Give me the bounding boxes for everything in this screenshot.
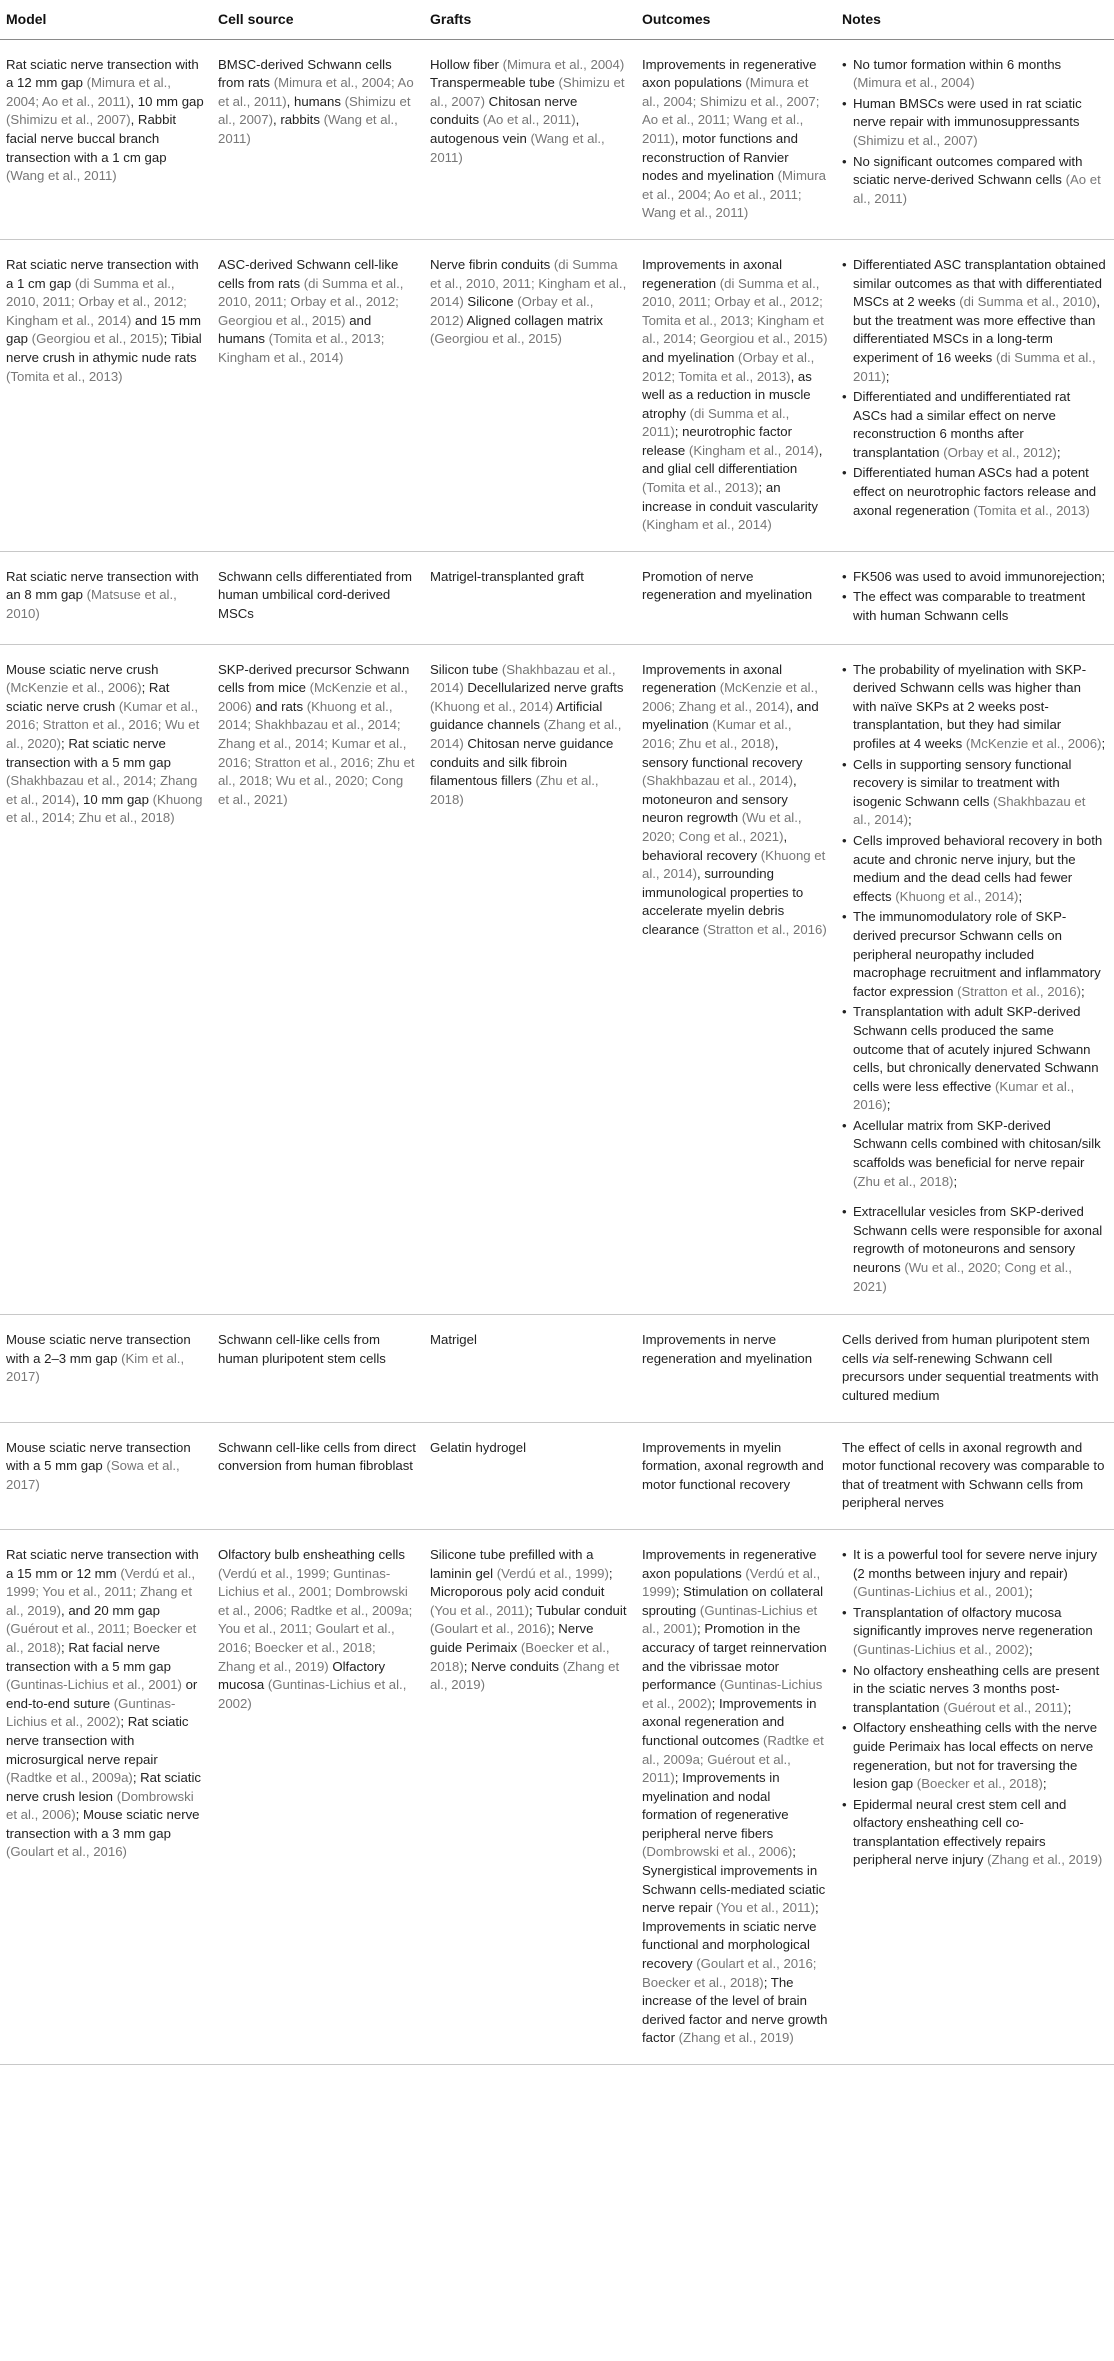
cell-text: ; — [885, 368, 890, 384]
cell-text: ; — [1018, 888, 1023, 904]
cell-text: , and glial cell differentiation — [642, 442, 823, 477]
grafts-cell — [424, 1422, 636, 1529]
citation: (Tomita et al., 2013) — [642, 480, 759, 496]
cell-text: and rats — [251, 698, 307, 714]
notes-list-item — [842, 56, 1106, 93]
cell-text: ; Improvements in sciatic nerve functional and morphological recovery — [642, 1900, 819, 1972]
model-cell — [0, 39, 212, 239]
citation: (Mimura et al., 2004; Shimizu et al., 2007; Ao et al., 2011; Wang et al., 2011) — [642, 75, 820, 146]
notes-list-item — [842, 464, 1106, 520]
cell-text: ; — [886, 1097, 891, 1113]
cell-text: Acellular matrix from SKP-derived Schwann cells combined with chitosan/silk scaffolds was beneficial for nerve repair — [853, 1117, 1101, 1171]
cell-source-cell — [212, 644, 424, 1315]
citation: (Wu et al., 2020; Cong et al., 2021) — [853, 1260, 1072, 1294]
citation: (Tomita et al., 2013) — [973, 502, 1090, 518]
citation: (Khuong et al., 2014) — [895, 888, 1019, 904]
cell-text: Chitosan nerve guidance conduits and silk fibroin filamentous fillers — [430, 736, 614, 789]
cell-text: It is a powerful tool for severe nerve injury (2 months between injury and repair) — [853, 1546, 1098, 1581]
citation: (Zhang et al., 2014) — [430, 717, 622, 751]
cell-text: Schwann cell-like cells from direct conversion from human fibroblast — [218, 1439, 416, 1474]
cell-text: Silicon tube — [430, 661, 502, 677]
model-cell — [0, 1422, 212, 1529]
citation: (Khuong et al., 2014) — [430, 698, 554, 714]
cell-source-cell — [212, 239, 424, 551]
cell-text: Silicone — [463, 294, 518, 310]
cell-text: Differentiated and undifferentiated rat ASCs had a similar effect on nerve reconstruction 6 months after transplantation — [853, 389, 1071, 460]
column-header-outcomes: Outcomes — [636, 0, 836, 39]
column-header-grafts: Grafts — [424, 0, 636, 39]
grafts-cell — [424, 1315, 636, 1422]
citation: (Guntinas-Lichius et al., 2001) — [853, 1584, 1029, 1600]
citation: (Verdú et al., 1999) — [496, 1565, 609, 1581]
notes-list-item — [842, 661, 1106, 754]
citation: (Kumar et al., 2016; Stratton et al., 2016; Wu et al., 2020) — [6, 698, 200, 751]
citation: (Wang et al., 2011) — [6, 168, 117, 184]
citation: (Shimizu et al., 2007) — [430, 75, 625, 109]
citation: (di Summa et al., 2010, 2011; Orbay et al., 2012; Georgiou et al., 2015) — [218, 275, 404, 328]
notes-list-item — [842, 1604, 1106, 1660]
cell-text: Improvements in myelin formation, axonal regrowth and motor functional recovery — [642, 1439, 824, 1492]
citation: (Orbay et al., 2012) — [943, 444, 1057, 460]
citation: (di Summa et al., 2010) — [959, 294, 1097, 310]
cell-text: , as well as a reduction in muscle atrophy — [642, 368, 812, 421]
citation: (Georgiou et al., 2015) — [31, 331, 164, 347]
cell-text: Nerve fibrin conduits — [430, 256, 554, 272]
notes-list — [842, 56, 1106, 209]
notes-list-item — [842, 1796, 1106, 1870]
cell-text: Differentiated ASC transplantation obtained similar outcomes as that with differentiated MSCs at 2 weeks — [853, 256, 1106, 310]
citation: (Ao et al., 2011) — [482, 112, 576, 128]
cell-text: Promotion of nerve regeneration and myelination — [642, 568, 813, 603]
citation: (You et al., 2011) — [430, 1602, 529, 1618]
table-row — [0, 1315, 1114, 1422]
citation: (Kumar et al., 2016) — [853, 1078, 1075, 1113]
table-row — [0, 1422, 1114, 1529]
outcomes-cell — [636, 644, 836, 1315]
cell-text: , and 20 mm gap — [61, 1602, 160, 1618]
citation: (Mimura et al., 2004) — [853, 75, 975, 91]
cell-text: Matrigel-transplanted graft — [430, 568, 584, 584]
cell-text: Olfactory mucosa — [218, 1658, 386, 1693]
cell-text: Mouse sciatic nerve transection with a 5 mm gap — [6, 1439, 191, 1474]
notes-list-item — [842, 256, 1106, 386]
cell-text: ; neurotrophic factor release — [642, 424, 793, 458]
citation: (Dombrowski et al., 2006) — [642, 1844, 793, 1860]
citation: (Mimura et al., 2004) — [502, 56, 625, 72]
cell-text: Hollow fiber — [430, 56, 503, 72]
header-row — [0, 0, 1114, 39]
citation: (Guntinas-Lichius et al., 2002) — [218, 1677, 407, 1711]
table-row — [0, 551, 1114, 644]
notes-list-item — [842, 1546, 1106, 1602]
cell-text: Matrigel — [430, 1332, 477, 1348]
cell-text: , motor functions and reconstruction of Ranvier nodes and myelination — [642, 130, 798, 184]
cell-text: FK506 was used to avoid immunorejection; — [853, 568, 1106, 584]
cell-text: ; Rat sciatic nerve crush lesion — [6, 1770, 201, 1804]
cell-text: BMSC-derived Schwann cells from rats — [218, 56, 392, 91]
cell-text: ; Improvements in axonal regeneration and functional outcomes — [642, 1695, 817, 1748]
cell-text: ; Rat facial nerve transection with a 5 mm gap — [6, 1639, 171, 1674]
cell-text: Schwann cells differentiated from human umbilical cord-derived MSCs — [218, 568, 413, 622]
cell-text: , Rabbit facial nerve buccal branch transection with a 1 cm gap — [6, 112, 177, 165]
cell-text: self-renewing Schwann cell precursors under sequential treatments with cultured medium — [842, 1350, 1099, 1403]
cell-text: Improvements in nerve regeneration and myelination — [642, 1332, 813, 1366]
cell-text: ; Rat sciatic nerve transection with microsurgical nerve repair — [6, 1714, 189, 1767]
citation: (Guntinas-Lichius et al., 2001) — [6, 1677, 182, 1693]
table-row — [0, 644, 1114, 1315]
notes-cell — [836, 644, 1114, 1315]
citation: (Radtke et al., 2009a; Guérout et al., 2011) — [642, 1732, 824, 1786]
cell-text: ; Microporous poly acid conduit — [430, 1565, 613, 1600]
cell-text: Mouse sciatic nerve transection with a 2–3 mm gap — [6, 1332, 191, 1366]
citation: (Wang et al., 2011) — [218, 112, 398, 146]
citation: (Guntinas-Lichius et al., 2002) — [853, 1641, 1029, 1657]
cell-text: Cells improved behavioral recovery in both acute and chronic nerve injury, but the medium and the dead cells had fewer effects — [853, 832, 1103, 904]
cell-text: and 15 mm gap — [6, 312, 201, 347]
cell-text: Transplantation with adult SKP-derived Schwann cells produced the same outcome that of acutely injured Schwann cells, but chronically denervated Schwann cells were less effective — [853, 1004, 1099, 1094]
cell-source-cell — [212, 39, 424, 239]
notes-list — [842, 256, 1106, 520]
cell-text: , and myelination — [642, 698, 819, 733]
citation: (Shimizu et al., 2007) — [218, 93, 411, 128]
citation: (Matsuse et al., 2010) — [6, 587, 177, 622]
cell-text: ; Nerve conduits — [463, 1658, 563, 1674]
grafts-cell — [424, 239, 636, 551]
notes-list-item — [842, 1003, 1106, 1115]
notes-list-item — [842, 1117, 1106, 1191]
cell-text: ; Rat sciatic nerve crush — [6, 680, 170, 714]
cell-text: The effect of cells in axonal regrowth and motor functional recovery was comparable to that of treatment with Schwann cells from peripheral nerves — [842, 1439, 1105, 1511]
citation: (Goulart et al., 2016) — [6, 1844, 127, 1860]
outcomes-cell — [636, 1529, 836, 2064]
cell-text: ; Tibial nerve crush in athymic nude rats — [6, 331, 202, 365]
notes-list-item — [842, 388, 1106, 462]
outcomes-cell — [636, 1422, 836, 1529]
citation: (Guntinas-Lichius et al., 2001) — [642, 1602, 818, 1637]
citation: (Verdú et al., 1999; Guntinas-Lichius et al., 2001; Dombrowski et al., 2006; Radtke et al., 2009a; You et al., 2011; Goulart et al., 2016; Boecker et al., 2018; Zhang et al., 2019) — [218, 1565, 413, 1674]
citation: (Guntinas-Lichius et al., 2002) — [642, 1677, 823, 1711]
cell-text: Rat sciatic nerve transection with an 8 mm gap — [6, 568, 199, 603]
column-header-notes: Notes — [836, 0, 1114, 39]
cell-text: ; Mouse sciatic nerve transection with a 3 mm gap — [6, 1807, 200, 1841]
table-row — [0, 239, 1114, 551]
notes-list-item — [842, 568, 1106, 587]
citation: (Shakhbazau et al., 2014) — [430, 661, 616, 696]
cell-text: , sensory functional recovery — [642, 736, 803, 770]
cell-text: Improvements in regenerative axon populations — [642, 56, 817, 91]
cell-text: , behavioral recovery — [642, 828, 788, 863]
cell-text: ; Tubular conduit — [528, 1602, 627, 1618]
cell-text: , autogenous vein — [430, 112, 580, 146]
citation: (McKenzie et al., 2006) — [218, 680, 408, 714]
cell-text: Rat sciatic nerve transection with a 1 cm gap — [6, 256, 199, 291]
cell-text: No olfactory ensheathing cells are present in the sciatic nerves 3 months post-transplantation — [853, 1662, 1100, 1715]
notes-cell — [836, 239, 1114, 551]
cell-source-cell — [212, 1529, 424, 2064]
cell-text: or end-to-end suture — [6, 1677, 198, 1711]
cell-text: ; Nerve guide Perimaix — [430, 1621, 594, 1655]
notes-cell — [836, 551, 1114, 644]
italic-text: via — [872, 1350, 889, 1366]
cell-text: The effect was comparable to treatment with human Schwann cells — [853, 589, 1086, 624]
citation: (Zhu et al., 2018) — [853, 1173, 954, 1189]
citation: (di Summa et al., 2010, 2011; Kingham et al., 2014) — [430, 256, 627, 310]
cell-text: Olfactory ensheathing cells with the nerve guide Perimaix has local effects on nerve regeneration, but not for traversing the lesion gap — [853, 1720, 1098, 1792]
model-cell — [0, 1529, 212, 2064]
citation: (Zhang et al., 2019) — [430, 1658, 620, 1693]
cell-text: , 10 mm gap — [130, 93, 204, 109]
outcomes-cell — [636, 551, 836, 644]
cell-source-cell — [212, 1422, 424, 1529]
cell-text: ; — [1067, 1699, 1072, 1715]
cell-text: Human BMSCs were used in rat sciatic nerve repair with immunosuppressants — [853, 95, 1082, 130]
column-header-model: Model — [0, 0, 212, 39]
cell-text: ; — [908, 812, 912, 828]
citation: (Mimura et al., 2004; Ao et al., 2011) — [218, 75, 414, 109]
citation: (McKenzie et al., 2006) — [6, 680, 142, 696]
citation: (Goulart et al., 2016; Boecker et al., 2018) — [642, 1956, 817, 1990]
model-cell — [0, 1315, 212, 1422]
citation: (Shakhbazau et al., 2014; Zhang et al., 2014) — [6, 773, 198, 807]
cell-text: ; — [1101, 736, 1106, 751]
citation: (Zhang et al., 2019) — [678, 2030, 794, 2046]
cell-text: ; Synergistical improvements in Schwann cells-mediated sciatic nerve repair — [642, 1844, 826, 1916]
citation: (Khuong et al., 2014; Shakhbazau et al., 2014; Zhang et al., 2014; Kumar et al., 2016; Stratton et al., 2016; Zhu et al., 2018; Wu et al., 2020; Cong et al., 2021) — [218, 698, 415, 807]
cell-text: No significant outcomes compared with sciatic nerve-derived Schwann cells — [853, 153, 1083, 188]
cell-text: The probability of myelination with SKP-derived Schwann cells was higher than with naïve SKPs at 2 weeks post-transplantation, but they had similar profiles at 4 weeks — [853, 661, 1087, 751]
cell-text: Transpermeable tube — [430, 75, 559, 91]
citation: (Orbay et al., 2012; Tomita et al., 2013) — [642, 349, 815, 384]
cell-text: ; an increase in conduit vascularity — [642, 480, 818, 514]
citation: (Stratton et al., 2016) — [957, 983, 1081, 999]
notes-list-item — [842, 1719, 1106, 1793]
citation: (Shakhbazau et al., 2014) — [642, 773, 794, 789]
citation: (Georgiou et al., 2015) — [430, 331, 562, 347]
cell-text: ; Rat sciatic nerve transection with a 5 mm gap — [6, 736, 171, 770]
cell-text: ; The increase of the level of brain derived factor and nerve growth factor — [642, 1974, 828, 2046]
citation: (Mimura et al., 2004; Ao et al., 2011) — [6, 75, 171, 109]
citation: (di Summa et al., 2010, 2011; Orbay et al., 2012; Kingham et al., 2014) — [6, 275, 187, 328]
notes-list-item — [842, 908, 1106, 1001]
cell-text: , humans — [286, 93, 345, 109]
grafts-cell — [424, 39, 636, 239]
cell-text: Decellularized nerve grafts — [463, 680, 624, 696]
cell-text: ; — [953, 1173, 958, 1189]
cell-text: Transplantation of olfactory mucosa significantly improves nerve regeneration — [853, 1604, 1093, 1639]
cell-text: ; Improvements in myelination and nodal formation of regenerative peripheral nerve fibers — [642, 1770, 789, 1841]
citation: (Wang et al., 2011) — [430, 130, 605, 165]
notes-cell — [836, 1529, 1114, 2064]
outcomes-cell — [636, 39, 836, 239]
table-body — [0, 39, 1114, 2064]
grafts-cell — [424, 551, 636, 644]
citation: (Mimura et al., 2004; Ao et al., 2011; Wang et al., 2011) — [642, 168, 826, 221]
notes-cell — [836, 39, 1114, 239]
cell-text: ; Stimulation on collateral sprouting — [642, 1584, 824, 1618]
citation: (Goulart et al., 2016) — [430, 1621, 551, 1637]
notes-list-item — [842, 95, 1106, 151]
notes-list-item — [842, 756, 1106, 830]
model-cell — [0, 239, 212, 551]
cell-text: ; — [1028, 1641, 1033, 1657]
citation: (Shimizu et al., 2007) — [6, 112, 131, 128]
cell-text: The immunomodulatory role of SKP-derived precursor Schwann cells on peripheral neuropathy included macrophage recruitment and inflammatory factor expression — [853, 909, 1101, 999]
cell-source-cell — [212, 1315, 424, 1422]
citation: (Tomita et al., 2013; Kingham et al., 2014) — [218, 331, 385, 365]
cell-text: Chitosan nerve conduits — [430, 93, 578, 128]
cell-text: , surrounding immunological properties to accelerate myelin debris clearance — [642, 866, 804, 937]
cell-text: ; — [1080, 983, 1085, 999]
cell-text: Aligned collagen matrix — [463, 312, 604, 328]
cell-text: ; — [1042, 1776, 1047, 1792]
cell-text: SKP-derived precursor Schwann cells from mice — [218, 661, 410, 696]
citation: (di Summa et al., 2011) — [853, 349, 1096, 384]
citation: (Radtke et al., 2009a) — [6, 1770, 133, 1786]
citation: (Zhang et al., 2019) — [987, 1852, 1103, 1868]
citation: (Boecker et al., 2018) — [916, 1776, 1043, 1792]
cell-text: No tumor formation within 6 months — [853, 56, 1062, 72]
citation: (Shakhbazau et al., 2014) — [853, 793, 1086, 828]
cell-text: Rat sciatic nerve transection with a 12 mm gap — [6, 56, 199, 91]
cell-text: , rabbits — [273, 112, 324, 128]
table-row — [0, 39, 1114, 239]
notes-list-item — [842, 153, 1106, 209]
citation: (Khuong et al., 2014; Zhu et al., 2018) — [6, 791, 203, 826]
citation: (Verdú et al., 1999) — [642, 1565, 821, 1600]
citation: (McKenzie et al., 2006) — [965, 736, 1102, 751]
cell-text: Improvements in axonal regeneration — [642, 256, 783, 291]
citation: (di Summa et al., 2011) — [642, 405, 790, 440]
cell-text: ; — [1028, 1584, 1033, 1600]
cell-text: , 10 mm gap — [75, 791, 153, 807]
notes-list-item — [842, 1203, 1106, 1296]
cell-text: Cells in supporting sensory functional recovery is similar to treatment with isogenic Schwann cells — [853, 756, 1072, 809]
cell-text: , motoneuron and sensory neuron regrowth — [642, 773, 797, 826]
cell-text: and humans — [218, 312, 372, 347]
citation: (Tomita et al., 2013) — [6, 368, 123, 384]
citation: (Shimizu et al., 2007) — [853, 132, 978, 148]
citation: (Kingham et al., 2014) — [688, 442, 819, 458]
notes-list — [842, 568, 1106, 626]
citation: (Guntinas-Lichius et al., 2002) — [6, 1695, 176, 1730]
cell-text: Rat sciatic nerve transection with a 15 mm or 12 mm — [6, 1546, 199, 1581]
citation: (Kim et al., 2017) — [6, 1350, 185, 1385]
citation: (Kingham et al., 2014) — [642, 517, 772, 533]
outcomes-cell — [636, 1315, 836, 1422]
notes-cell — [836, 1422, 1114, 1529]
grafts-cell — [424, 644, 636, 1315]
cell-text: ASC-derived Schwann cell-like cells from rats — [218, 256, 399, 291]
cell-text: Silicone tube prefilled with a laminin gel — [430, 1546, 594, 1581]
cell-text: Gelatin hydrogel — [430, 1439, 527, 1455]
citation: (Boecker et al., 2018) — [430, 1639, 610, 1674]
cell-text: Differentiated human ASCs had a potent effect on neurotrophic factors release and axonal regeneration — [853, 465, 1097, 518]
citation: (Ao et al., 2011) — [853, 172, 1101, 206]
cell-text: ; Promotion in the accuracy of target reinnervation and the vibrissae motor performance — [642, 1621, 827, 1693]
outcomes-cell — [636, 239, 836, 551]
citation: (You et al., 2011) — [716, 1900, 816, 1916]
notes-list — [842, 1546, 1106, 1870]
citation: (Khuong et al., 2014) — [642, 847, 826, 882]
model-cell — [0, 644, 212, 1315]
citation: (Zhu et al., 2018) — [430, 773, 599, 807]
cell-text: Mouse sciatic nerve crush — [6, 661, 159, 677]
cell-text: ; — [1056, 444, 1061, 460]
model-cell — [0, 551, 212, 644]
citation: (Stratton et al., 2016) — [702, 921, 827, 937]
grafts-cell — [424, 1529, 636, 2064]
cell-text: Improvements in regenerative axon populations — [642, 1546, 817, 1581]
cell-text: and myelination — [642, 349, 739, 365]
cell-text: Schwann cell-like cells from human pluripotent stem cells — [218, 1332, 386, 1366]
notes-list — [842, 661, 1106, 1297]
notes-cell — [836, 1315, 1114, 1422]
citation: (di Summa et al., 2010, 2011; Orbay et al., 2012; Tomita et al., 2013; Kingham et al., 2014; Georgiou et al., 2015) — [642, 275, 828, 347]
cell-text: Olfactory bulb ensheathing cells — [218, 1546, 405, 1562]
citation: (Sowa et al., 2017) — [6, 1458, 180, 1492]
citation: (Orbay et al., 2012) — [430, 294, 594, 328]
citation: (Guérout et al., 2011) — [943, 1699, 1068, 1715]
citation: (Guérout et al., 2011; Boecker et al., 2018) — [6, 1621, 197, 1655]
citation: (Verdú et al., 1999; You et al., 2011; Zhang et al., 2019) — [6, 1565, 196, 1618]
citation: (McKenzie et al., 2006; Zhang et al., 2014) — [642, 680, 818, 714]
cell-text: Artificial guidance channels — [430, 698, 603, 733]
citation: (Wu et al., 2020; Cong et al., 2021) — [642, 810, 802, 844]
cell-source-cell — [212, 551, 424, 644]
citation: (Dombrowski et al., 2006) — [6, 1788, 194, 1823]
notes-list-item — [842, 588, 1106, 625]
table-row — [0, 1529, 1114, 2064]
cell-text: Cells derived from human pluripotent stem cells — [842, 1332, 1090, 1366]
cell-text: , but the treatment was more effective than differentiated MSCs in a long-term experiment of 16 weeks — [853, 294, 1101, 365]
citation: (Kumar et al., 2016; Zhu et al., 2018) — [642, 717, 792, 751]
notes-list-item — [842, 1662, 1106, 1718]
cell-text: Epidermal neural crest stem cell and olfactory ensheathing cell co-transplantation effectively repairs peripheral nerve injury — [853, 1796, 1067, 1868]
column-header-cell-source: Cell source — [212, 0, 424, 39]
cell-text: Improvements in axonal regeneration — [642, 661, 783, 696]
notes-list-item — [842, 832, 1106, 906]
cell-text: Extracellular vesicles from SKP-derived Schwann cells were responsible for axonal regrowth of motoneurons and sensory neurons — [853, 1204, 1103, 1276]
